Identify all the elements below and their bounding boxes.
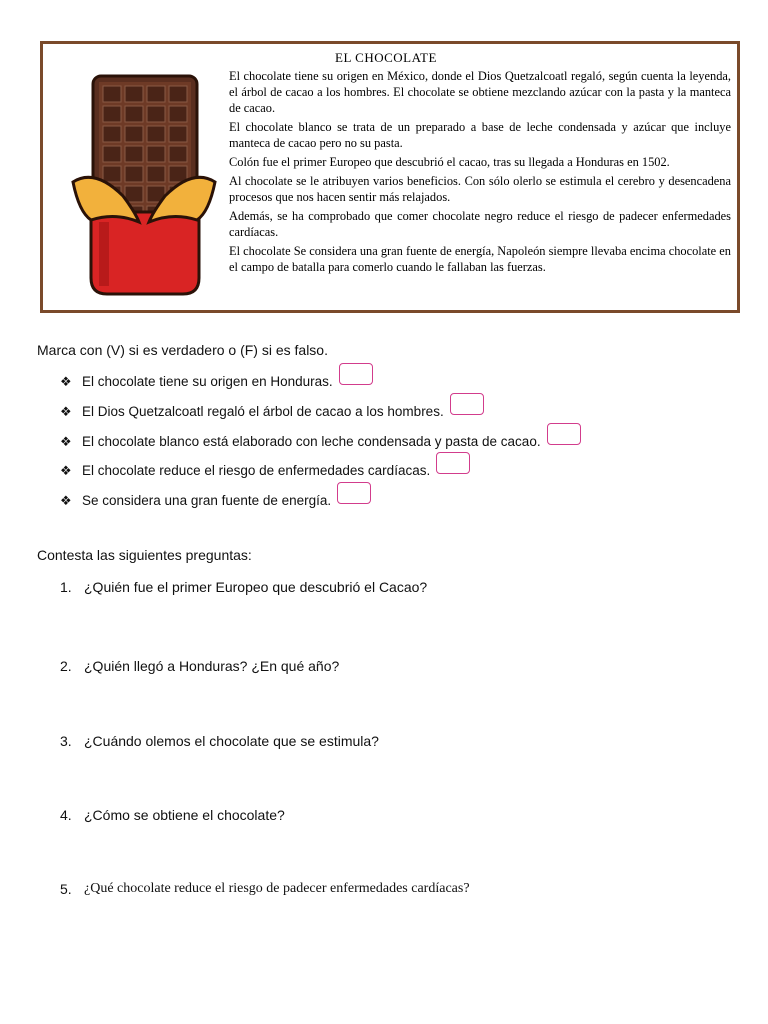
- question-text: ¿Quién llegó a Honduras? ¿En qué año?: [84, 658, 340, 674]
- answer-box[interactable]: [436, 452, 470, 474]
- reading-box: [40, 41, 740, 313]
- answer-box[interactable]: [450, 393, 484, 415]
- paragraph: Colón fue el primer Europeo que descubrió el cacao, tras su llegada a Honduras en 1502.: [229, 155, 670, 169]
- answer-box[interactable]: [337, 482, 371, 504]
- true-false-instruction: Marca con (V) si es verdadero o (F) si es falso.: [37, 342, 328, 358]
- list-item: [60, 433, 581, 459]
- diamond-bullet-icon: ❖: [60, 493, 72, 508]
- list-item: [60, 403, 484, 429]
- questions-instruction: Contesta las siguientes preguntas:: [37, 547, 252, 563]
- answer-box[interactable]: [339, 363, 373, 385]
- list-item: [60, 462, 470, 488]
- reading-text: [51, 68, 731, 286]
- tf-statement: El chocolate reduce el riesgo de enfermedades cardíacas.: [82, 463, 431, 478]
- reading-title: EL CHOCOLATE: [335, 50, 437, 65]
- question-text: ¿Qué chocolate reduce el riesgo de padecer enfermedades cardíacas?: [84, 881, 470, 896]
- question-number: 5.: [60, 881, 72, 897]
- tf-statement: Se considera una gran fuente de energía.: [82, 493, 332, 508]
- list-item: [60, 492, 371, 518]
- question-text: ¿Quién fue el primer Europeo que descubrió el Cacao?: [84, 579, 428, 595]
- diamond-bullet-icon: ❖: [60, 404, 72, 419]
- tf-statement: El chocolate blanco está elaborado con leche condensada y pasta de cacao.: [82, 434, 541, 449]
- question-number: 1.: [60, 579, 72, 595]
- question-number: 4.: [60, 807, 72, 823]
- diamond-bullet-icon: ❖: [60, 434, 72, 449]
- paragraph: El chocolate Se considera una gran fuente de energía, Napoleón siempre llevaba encima chocolate en el campo de batalla para comerlo cuando le fallaban las fuerzas.: [229, 244, 731, 274]
- question-item: [60, 881, 470, 897]
- paragraph: El chocolate tiene su origen en México, donde el Dios Quetzalcoatl regaló, según cuenta la leyenda, el árbol de cacao a los hombres. El chocolate se obtiene mezclando azúcar con la pasta y la manteca de cacao.: [229, 69, 731, 115]
- question-text: ¿Cómo se obtiene el chocolate?: [84, 807, 285, 823]
- diamond-bullet-icon: ❖: [60, 463, 72, 478]
- question-item: [60, 807, 285, 823]
- paragraph: Al chocolate se le atribuyen varios beneficios. Con sólo olerlo se estimula el cerebro y desencadena procesos que nos hacen sentir más relajados.: [229, 174, 731, 204]
- question-item: [60, 733, 379, 749]
- question-item: [60, 579, 427, 595]
- question-text: ¿Cuándo olemos el chocolate que se estimula?: [84, 733, 379, 749]
- answer-box[interactable]: [547, 423, 581, 445]
- paragraph: Además, se ha comprobado que comer chocolate negro reduce el riesgo de padecer enfermedades cardíacas.: [229, 209, 731, 239]
- diamond-bullet-icon: ❖: [60, 374, 72, 389]
- question-number: 3.: [60, 733, 72, 749]
- tf-statement: El Dios Quetzalcoatl regaló el árbol de cacao a los hombres.: [82, 404, 444, 419]
- question-item: [60, 658, 339, 674]
- tf-statement: El chocolate tiene su origen en Honduras.: [82, 374, 333, 389]
- list-item: [60, 373, 373, 399]
- question-number: 2.: [60, 658, 72, 674]
- paragraph: El chocolate blanco se trata de un preparado a base de leche condensada y azúcar que incluye manteca de cacao pero no su pasta.: [229, 120, 731, 150]
